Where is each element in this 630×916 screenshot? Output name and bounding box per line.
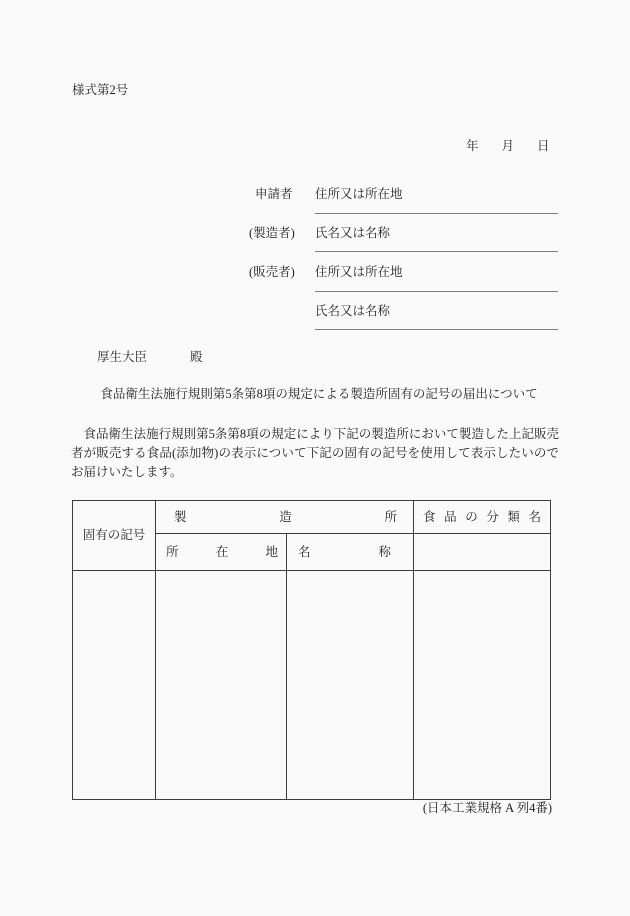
address-field-line-2 [315, 291, 558, 292]
table-row [73, 571, 551, 800]
name-field-label-2: 氏名又は名称 [315, 304, 391, 318]
date-year-label: 年 [466, 139, 479, 153]
manufacturer-role-label: (製造者) [249, 226, 295, 240]
document-title: 食品衛生法施行規則第5条第8項の規定による製造所固有の記号の届出について [100, 387, 538, 401]
paper-size-note: (日本工業規格 A 列4番) [422, 801, 552, 815]
addressee-name: 厚生大臣 [97, 350, 148, 364]
cell-location [156, 571, 287, 800]
seller-role-label: (販売者) [249, 265, 295, 279]
header-food-category-sub [414, 534, 551, 571]
header-food-category: 食 品 の 分 類 名 [414, 501, 551, 534]
date-day-label: 日 [537, 139, 550, 153]
document-body-paragraph: 食品衛生法施行規則第5条第8項の規定により下記の製造所において製造した上記販売者が販売する食品(添加物)の表示について下記の固有の記号を使用して表示したいのでお届けいたします。 [71, 427, 559, 479]
address-field-line-1 [315, 213, 558, 214]
date-month-label: 月 [501, 139, 515, 153]
name-field-label-1: 氏名又は名称 [315, 226, 391, 240]
header-unique-code: 固有の記号 [73, 501, 156, 571]
date-line [466, 140, 550, 153]
address-field-label-2: 住所又は所在地 [315, 265, 403, 279]
addressee-honorific: 殿 [190, 350, 203, 364]
unique-code-table [72, 500, 551, 800]
form-number: 様式第2号 [72, 83, 129, 97]
name-field-line-1 [315, 251, 558, 252]
name-field-line-2 [315, 329, 558, 330]
header-location: 所 在 地 [156, 534, 287, 571]
applicant-role-label: 申請者 [255, 187, 293, 201]
address-field-label-1: 住所又は所在地 [315, 187, 403, 201]
cell-name [287, 571, 414, 800]
header-name: 名 称 [287, 534, 414, 571]
header-factory: 製 造 所 [156, 501, 414, 534]
cell-unique-code [73, 571, 156, 800]
cell-food-category [414, 571, 551, 800]
